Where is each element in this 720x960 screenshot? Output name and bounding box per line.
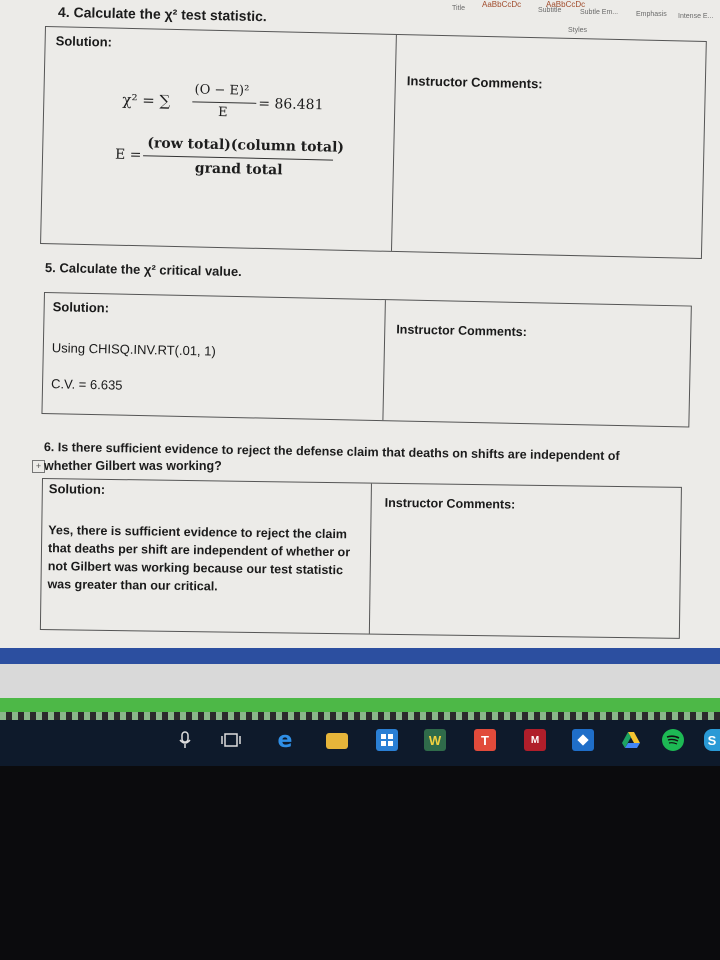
mcafee-icon[interactable]: M	[524, 729, 546, 751]
expected-denominator: grand total	[194, 160, 283, 179]
progress-strip	[0, 698, 720, 712]
instructor-comments-label: Instructor Comments:	[396, 322, 527, 340]
drive-icon[interactable]	[620, 729, 642, 751]
fraction-bar	[143, 155, 333, 160]
question-4-heading: 4. Calculate the χ² test statistic.	[57, 3, 267, 25]
style-sample[interactable]: AaBbCcDc	[482, 0, 522, 9]
table-divider	[369, 484, 372, 634]
task-view-icon[interactable]	[220, 729, 242, 751]
virtualbox-icon[interactable]	[572, 729, 594, 751]
wolfram-icon[interactable]: W	[424, 729, 446, 751]
table-move-handle-icon[interactable]: +	[32, 460, 45, 473]
expected-lhs: E =	[114, 146, 142, 164]
style-sample[interactable]: AaBbCcDc	[546, 0, 586, 9]
instructor-comments-label: Instructor Comments:	[384, 495, 516, 512]
style-subtle-emphasis[interactable]: Subtle Em...	[580, 9, 619, 16]
style-subtitle[interactable]: Subtitle	[538, 7, 562, 14]
progress-ticks	[0, 712, 720, 720]
table-divider	[382, 300, 386, 420]
chi-square-lhs: χ² = ∑	[122, 90, 171, 110]
question-5-heading: 5. Calculate the χ² critical value.	[44, 259, 242, 280]
solution-line-1: Using CHISQ.INV.RT(.01, 1)	[51, 340, 216, 359]
question-4-answer-table	[40, 26, 707, 259]
status-bar	[0, 648, 720, 664]
style-emphasis[interactable]: Emphasis	[636, 11, 667, 18]
solution-answer: Yes, there is sufficient evidence to reject the claim that deaths per shift are independent of whether or not Gilbert was working because our test statistic was greater than our critical.	[47, 523, 351, 594]
table-divider	[391, 35, 397, 251]
fraction-bar	[192, 101, 256, 103]
file-explorer-icon[interactable]	[326, 733, 348, 749]
monitor-bezel	[0, 766, 720, 960]
t-app-icon[interactable]: T	[474, 729, 496, 751]
spotify-icon[interactable]	[662, 729, 684, 751]
question-5-answer-table	[41, 292, 691, 428]
solution-label: Solution:	[52, 299, 110, 316]
solution-line-2: C.V. = 6.635	[50, 376, 123, 393]
chi-square-denominator: E	[217, 104, 228, 121]
question-6-heading-line-2: whether Gilbert was working?	[44, 459, 222, 473]
window-bottom-edge	[0, 664, 720, 698]
instructor-comments-label: Instructor Comments:	[406, 73, 543, 92]
solution-label: Solution:	[55, 33, 113, 50]
solution-label: Solution:	[48, 481, 106, 497]
store-icon[interactable]	[376, 729, 398, 751]
edge-icon[interactable]: e	[277, 727, 293, 753]
chi-square-result: = 86.481	[258, 95, 324, 114]
styles-group-label: Styles	[568, 27, 588, 34]
styles-gallery[interactable]	[440, 0, 720, 40]
question-6-heading-line-1: 6. Is there sufficient evidence to reject the defense claim that deaths on shifts are independent of	[43, 440, 620, 464]
microphone-icon[interactable]	[174, 729, 196, 751]
chi-square-numerator: (O − E)²	[194, 82, 250, 99]
question-6-answer-table	[40, 478, 682, 639]
style-title[interactable]: Title	[452, 5, 465, 12]
s-app-icon[interactable]: S	[704, 729, 720, 751]
expected-numerator: (row total)(column total)	[147, 135, 345, 156]
style-intense-emphasis[interactable]: Intense E...	[678, 13, 714, 20]
taskbar	[0, 720, 720, 766]
